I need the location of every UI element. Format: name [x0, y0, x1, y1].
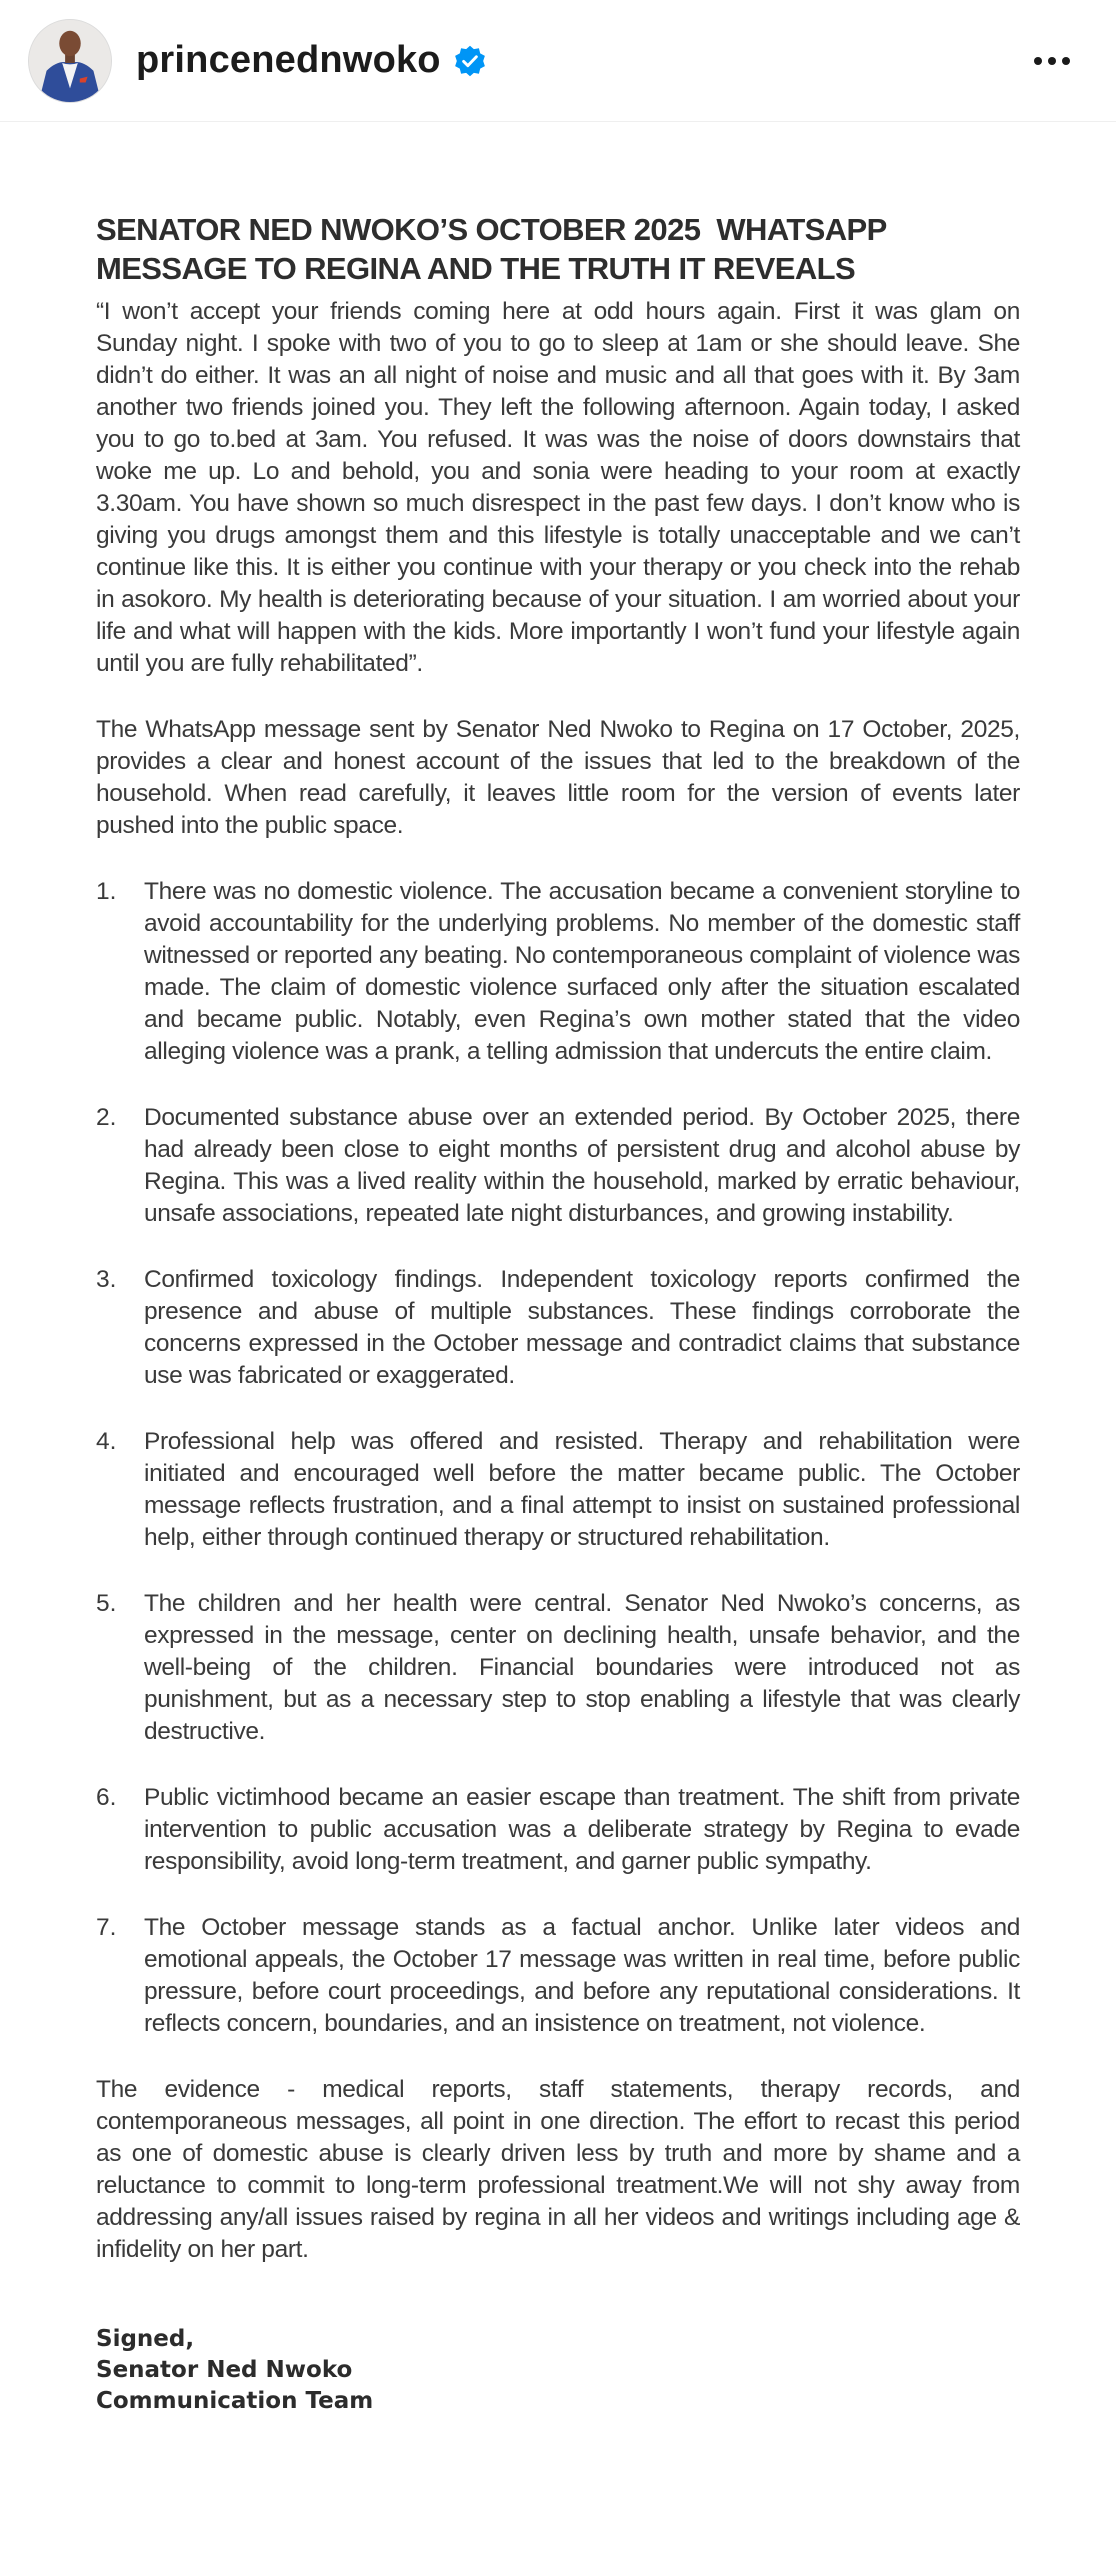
list-item: [96, 1264, 1020, 1392]
post-image-document: [0, 122, 1116, 2560]
signature-team: Communication Team: [96, 2388, 374, 2414]
document-title: SENATOR NED NWOKO’S OCTOBER 2025 WHATSAPP MESSAGE TO REGINA AND THE TRUTH IT REVEALS: [96, 212, 895, 286]
avatar[interactable]: [28, 19, 112, 103]
intro-paragraph: The WhatsApp message sent by Senator Ned Nwoko to Regina on 17 October, 2025, provides a clear and honest account of the issues that led to the breakdown of the household. When read carefully, it leaves little room for the version of events later pushed into the public space.: [96, 716, 1020, 839]
point-number: 6.: [96, 1784, 117, 1811]
conclusion-paragraph: The evidence - medical reports, staff statements, therapy records, and contemporaneous messages, all point in one direction. The effort to recast this period as one of domestic abuse is clearly driven less by truth and more by shame and a reluctance to commit to long-term professional treatment.We will not shy away from addressing any/all issues raised by regina in all her videos and writings including age & infidelity on her part.: [96, 2076, 1020, 2263]
point-number: 1.: [96, 878, 117, 905]
list-item: [96, 1102, 1020, 1230]
more-dot-icon: [1048, 57, 1056, 65]
point-text: Professional help was offered and resisted. Therapy and rehabilitation were initiated and encouraged well before the matter became public. The October message reflects frustration, and a final attempt to insist on sustained professional help, either through continued therapy or structured rehabilitation.: [144, 1428, 1020, 1551]
point-number: 3.: [96, 1266, 117, 1293]
more-options-button[interactable]: [1026, 49, 1078, 73]
point-text: Public victimhood became an easier escape than treatment. The shift from private intervention to public accusation was a deliberate strategy by Regina to evade responsibility, avoid long-term treatment, and garner public sympathy.: [144, 1784, 1020, 1875]
list-item: [96, 1426, 1020, 1554]
numbered-points-list: [96, 876, 1020, 2040]
point-text: Documented substance abuse over an extended period. By October 2025, there had already been close to eight months of persistent drug and alcohol abuse by Regina. This was a lived reality within the household, marked by erratic behaviour, unsafe associations, repeated late night disturbances, and growing instability.: [144, 1104, 1020, 1227]
point-text: There was no domestic violence. The accusation became a convenient storyline to avoid accountability for the underlying problems. No member of the domestic staff witnessed or reported any beating. No contemporaneous complaint of violence was made. The claim of domestic violence surfaced only after the situation escalated and became public. Notably, even Regina’s own mother stated that the video alleging violence was a prank, a telling admission that undercuts the entire claim.: [144, 878, 1020, 1065]
list-item: [96, 1912, 1020, 2040]
list-item: [96, 1588, 1020, 1748]
verified-badge-icon: [453, 44, 487, 78]
signature-line: Signed,: [96, 2326, 195, 2352]
list-item: [96, 1782, 1020, 1878]
profile-photo-icon: [29, 20, 111, 102]
point-number: 2.: [96, 1104, 117, 1131]
list-item: [96, 876, 1020, 1068]
point-number: 4.: [96, 1428, 117, 1455]
whatsapp-quote: “I won’t accept your friends coming here at odd hours again. First it was glam on Sunday night. I spoke with two of you to go to sleep at 1am or she should leave. She didn’t do either. It was an all night of noise and music and all that goes with it. By 3am another two friends joined you. They left the following afternoon. Again today, I asked you to go to.bed at 3am. You refused. It was was the noise of doors downstairs that woke me up. Lo and behold, you and sonia were heading to your room at exactly 3.30am. You have shown so much disrespect in the past few days. I don’t know who is giving you drugs amongst them and this lifestyle is totally unacceptable and we can’t continue like this. It is either you continue with your therapy or you check into the rehab in asokoro. My health is deteriorating because of your situation. I am worried about your life and what will happen with the kids. More importantly I won’t fund your lifestyle again until you are fully rehabilitated”.: [96, 298, 1020, 677]
point-number: 5.: [96, 1590, 117, 1617]
point-text: The October message stands as a factual anchor. Unlike later videos and emotional appeals, the October 17 message was written in real time, before public pressure, before court proceedings, and before any reputational considerations. It reflects concern, boundaries, and an insistence on treatment, not violence.: [144, 1914, 1020, 2037]
username[interactable]: princenednwoko: [136, 39, 441, 81]
point-text: Confirmed toxicology findings. Independent toxicology reports confirmed the presence and abuse of multiple substances. These findings corroborate the concerns expressed in the October message and contradict claims that substance use was fabricated or exaggerated.: [144, 1266, 1020, 1389]
more-dot-icon: [1062, 57, 1070, 65]
signature-block: [96, 2324, 1020, 2417]
post-header: [0, 0, 1116, 122]
point-number: 7.: [96, 1914, 117, 1941]
signature-name: Senator Ned Nwoko: [96, 2357, 353, 2383]
more-dot-icon: [1034, 57, 1042, 65]
point-text: The children and her health were central. Senator Ned Nwoko’s concerns, as expressed in the message, center on declining health, unsafe behavior, and the well-being of the children. Financial boundaries were introduced not as punishment, but as a necessary step to stop enabling a lifestyle that was clearly destructive.: [144, 1590, 1020, 1745]
